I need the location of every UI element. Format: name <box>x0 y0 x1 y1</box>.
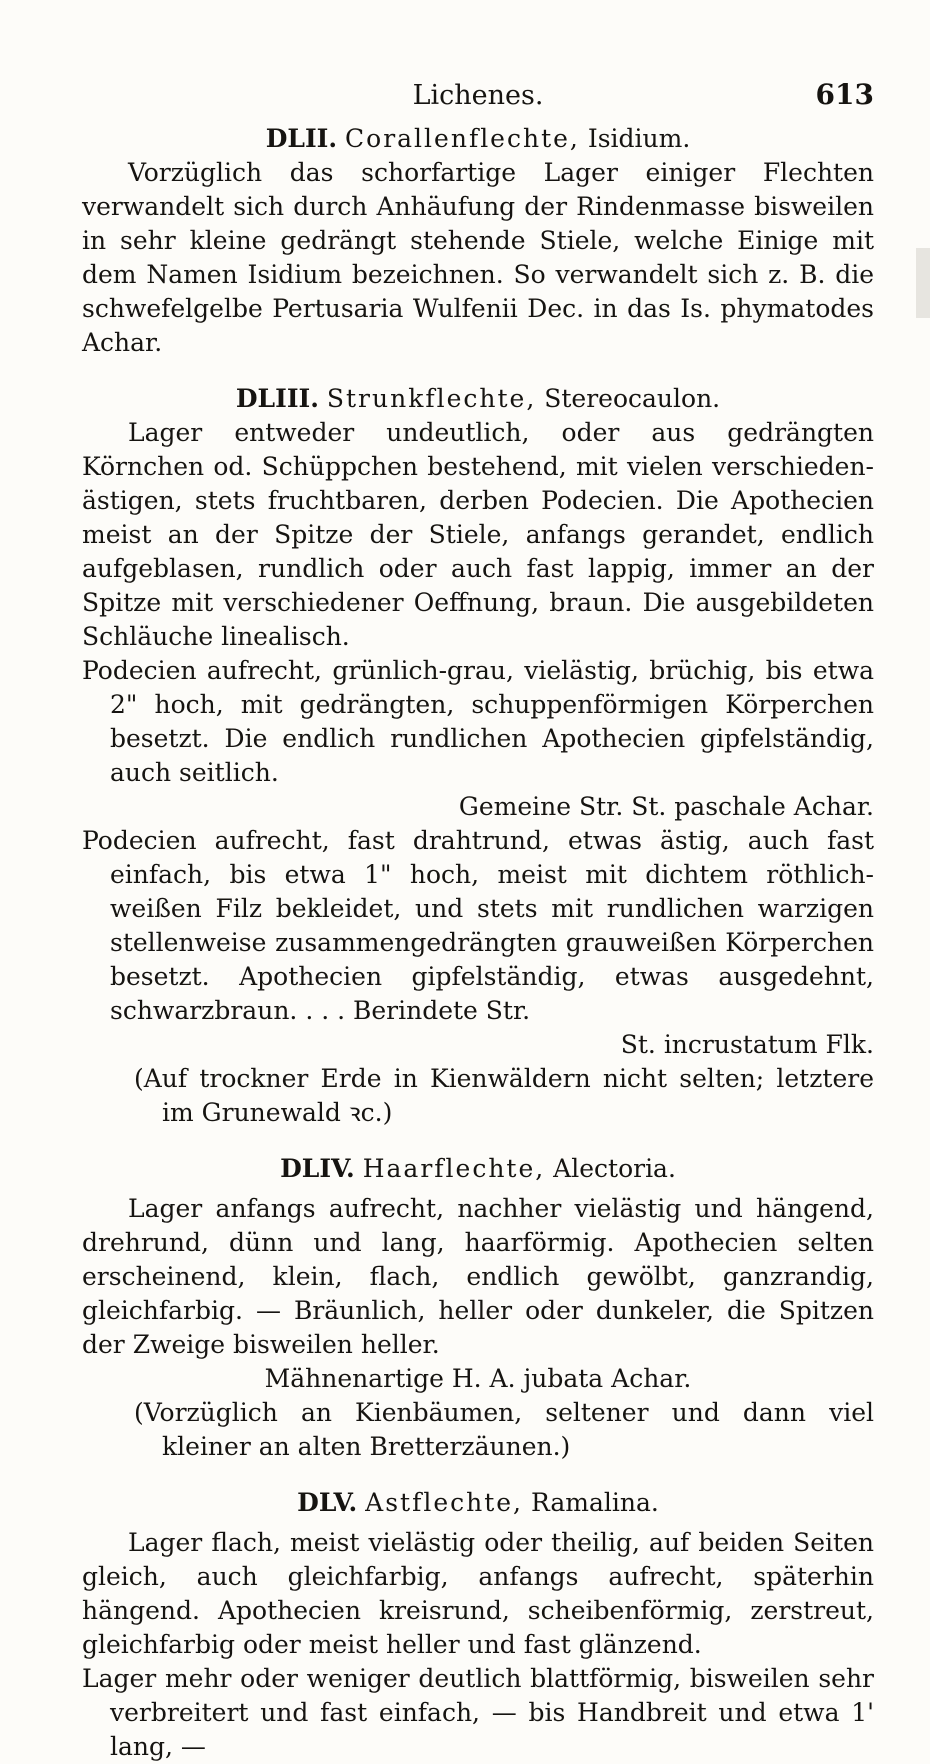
page-number: 613 <box>815 78 874 111</box>
latin-name: Stereocaulon. <box>544 384 721 413</box>
section-heading-dlii <box>82 122 874 156</box>
page-header <box>82 78 874 122</box>
genus-name: Strunkflechte, <box>326 384 537 413</box>
latin-name: Alectoria. <box>553 1154 676 1183</box>
species-description: Podecien aufrecht, fast drahtrund, etwas ästig, auch fast einfach, bis etwa 1" hoch, meist mit dichtem röthlich-weißen Filz bekleidet, und stets mit rundlichen warzigen stellenweise zusammengedrängten grauweißen Körperchen besetzt. Apothecien gipfelständig, etwas ausgedehnt, schwarzbraun. . . . Berindete Str. <box>82 826 874 1025</box>
scan-edge-mark <box>916 248 930 318</box>
running-title: Lichenes. <box>412 80 544 111</box>
paragraph: Vorzüglich das schorfartige Lager einiger Flechten verwandelt sich durch Anhäufung der Rindenmasse bisweilen in sehr kleine gedrängt stehende Stiele, welche Einige mit dem Namen Isidium bezeichnen. So verwandelt sich z. B. die schwefelgelbe Pertusaria Wulfenii Dec. in das Is. phymatodes Achar. <box>82 158 874 357</box>
section-number: DLV. <box>297 1488 358 1517</box>
paragraph: Lager flach, meist vielästig oder theilig, auf beiden Seiten gleich, auch gleichfarbig, anfangs aufrecht, späterhin hängend. Apothecien kreisrund, scheibenförmig, zerstreut, gleichfarbig oder meist heller und fast glänzend. <box>82 1528 874 1659</box>
species-description: Lager mehr oder weniger deutlich blattförmig, bisweilen sehr verbreitert und fast einfach, — bis Handbreit und etwa 1' lang, — <box>82 1664 874 1761</box>
habitat-note: (Vorzüglich an Kienbäumen, seltener und dann viel kleiner an alten Bretterzäunen.) <box>134 1398 874 1461</box>
species-name: St. incrustatum Flk. <box>620 1030 874 1059</box>
species-name: Gemeine Str. St. paschale Achar. <box>458 792 874 821</box>
paragraph: Lager entweder undeutlich, oder aus gedrängten Körnchen od. Schüppchen bestehend, mit vielen verschieden-ästigen, stets fruchtbaren, derben Podecien. Die Apothecien meist an der Spitze der Stiele, anfangs gerandet, endlich aufgeblasen, rundlich oder auch fast lappig, immer an der Spitze mit verschiedener Oeffnung, braun. Die ausgebildeten Schläuche linealisch. <box>82 418 874 651</box>
section-number: DLIII. <box>235 384 319 413</box>
section-heading-dliii <box>82 382 874 416</box>
genus-name: Astflechte, <box>365 1488 524 1517</box>
book-page <box>82 78 874 1764</box>
species-name: Mähnenartige H. A. jubata Achar. <box>264 1364 692 1393</box>
section-heading-dlv <box>82 1486 874 1520</box>
habitat-note: (Auf trockner Erde in Kienwäldern nicht selten; letztere im Grunewald ꝛc.) <box>134 1064 874 1127</box>
section-number: DLIV. <box>280 1154 355 1183</box>
species-description: Podecien aufrecht, grünlich-grau, vielästig, brüchig, bis etwa 2" hoch, mit gedrängten, schuppenförmigen Körperchen besetzt. Die endlich rundlichen Apothecien gipfelständig, auch seitlich. <box>82 656 874 787</box>
section-heading-dliv <box>82 1152 874 1186</box>
latin-name: Ramalina. <box>530 1488 659 1517</box>
genus-name: Haarflechte, <box>362 1154 546 1183</box>
paragraph: Lager anfangs aufrecht, nachher vielästig und hängend, drehrund, dünn und lang, haarförmig. Apothecien selten erscheinend, klein, flach, endlich gewölbt, ganzrandig, gleichfarbig. — Bräunlich, heller oder dunkeler, die Spitzen der Zweige bisweilen heller. <box>82 1194 874 1359</box>
latin-name: Isidium. <box>587 124 691 153</box>
genus-name: Corallenflechte, <box>345 124 580 153</box>
section-number: DLII. <box>265 124 338 153</box>
